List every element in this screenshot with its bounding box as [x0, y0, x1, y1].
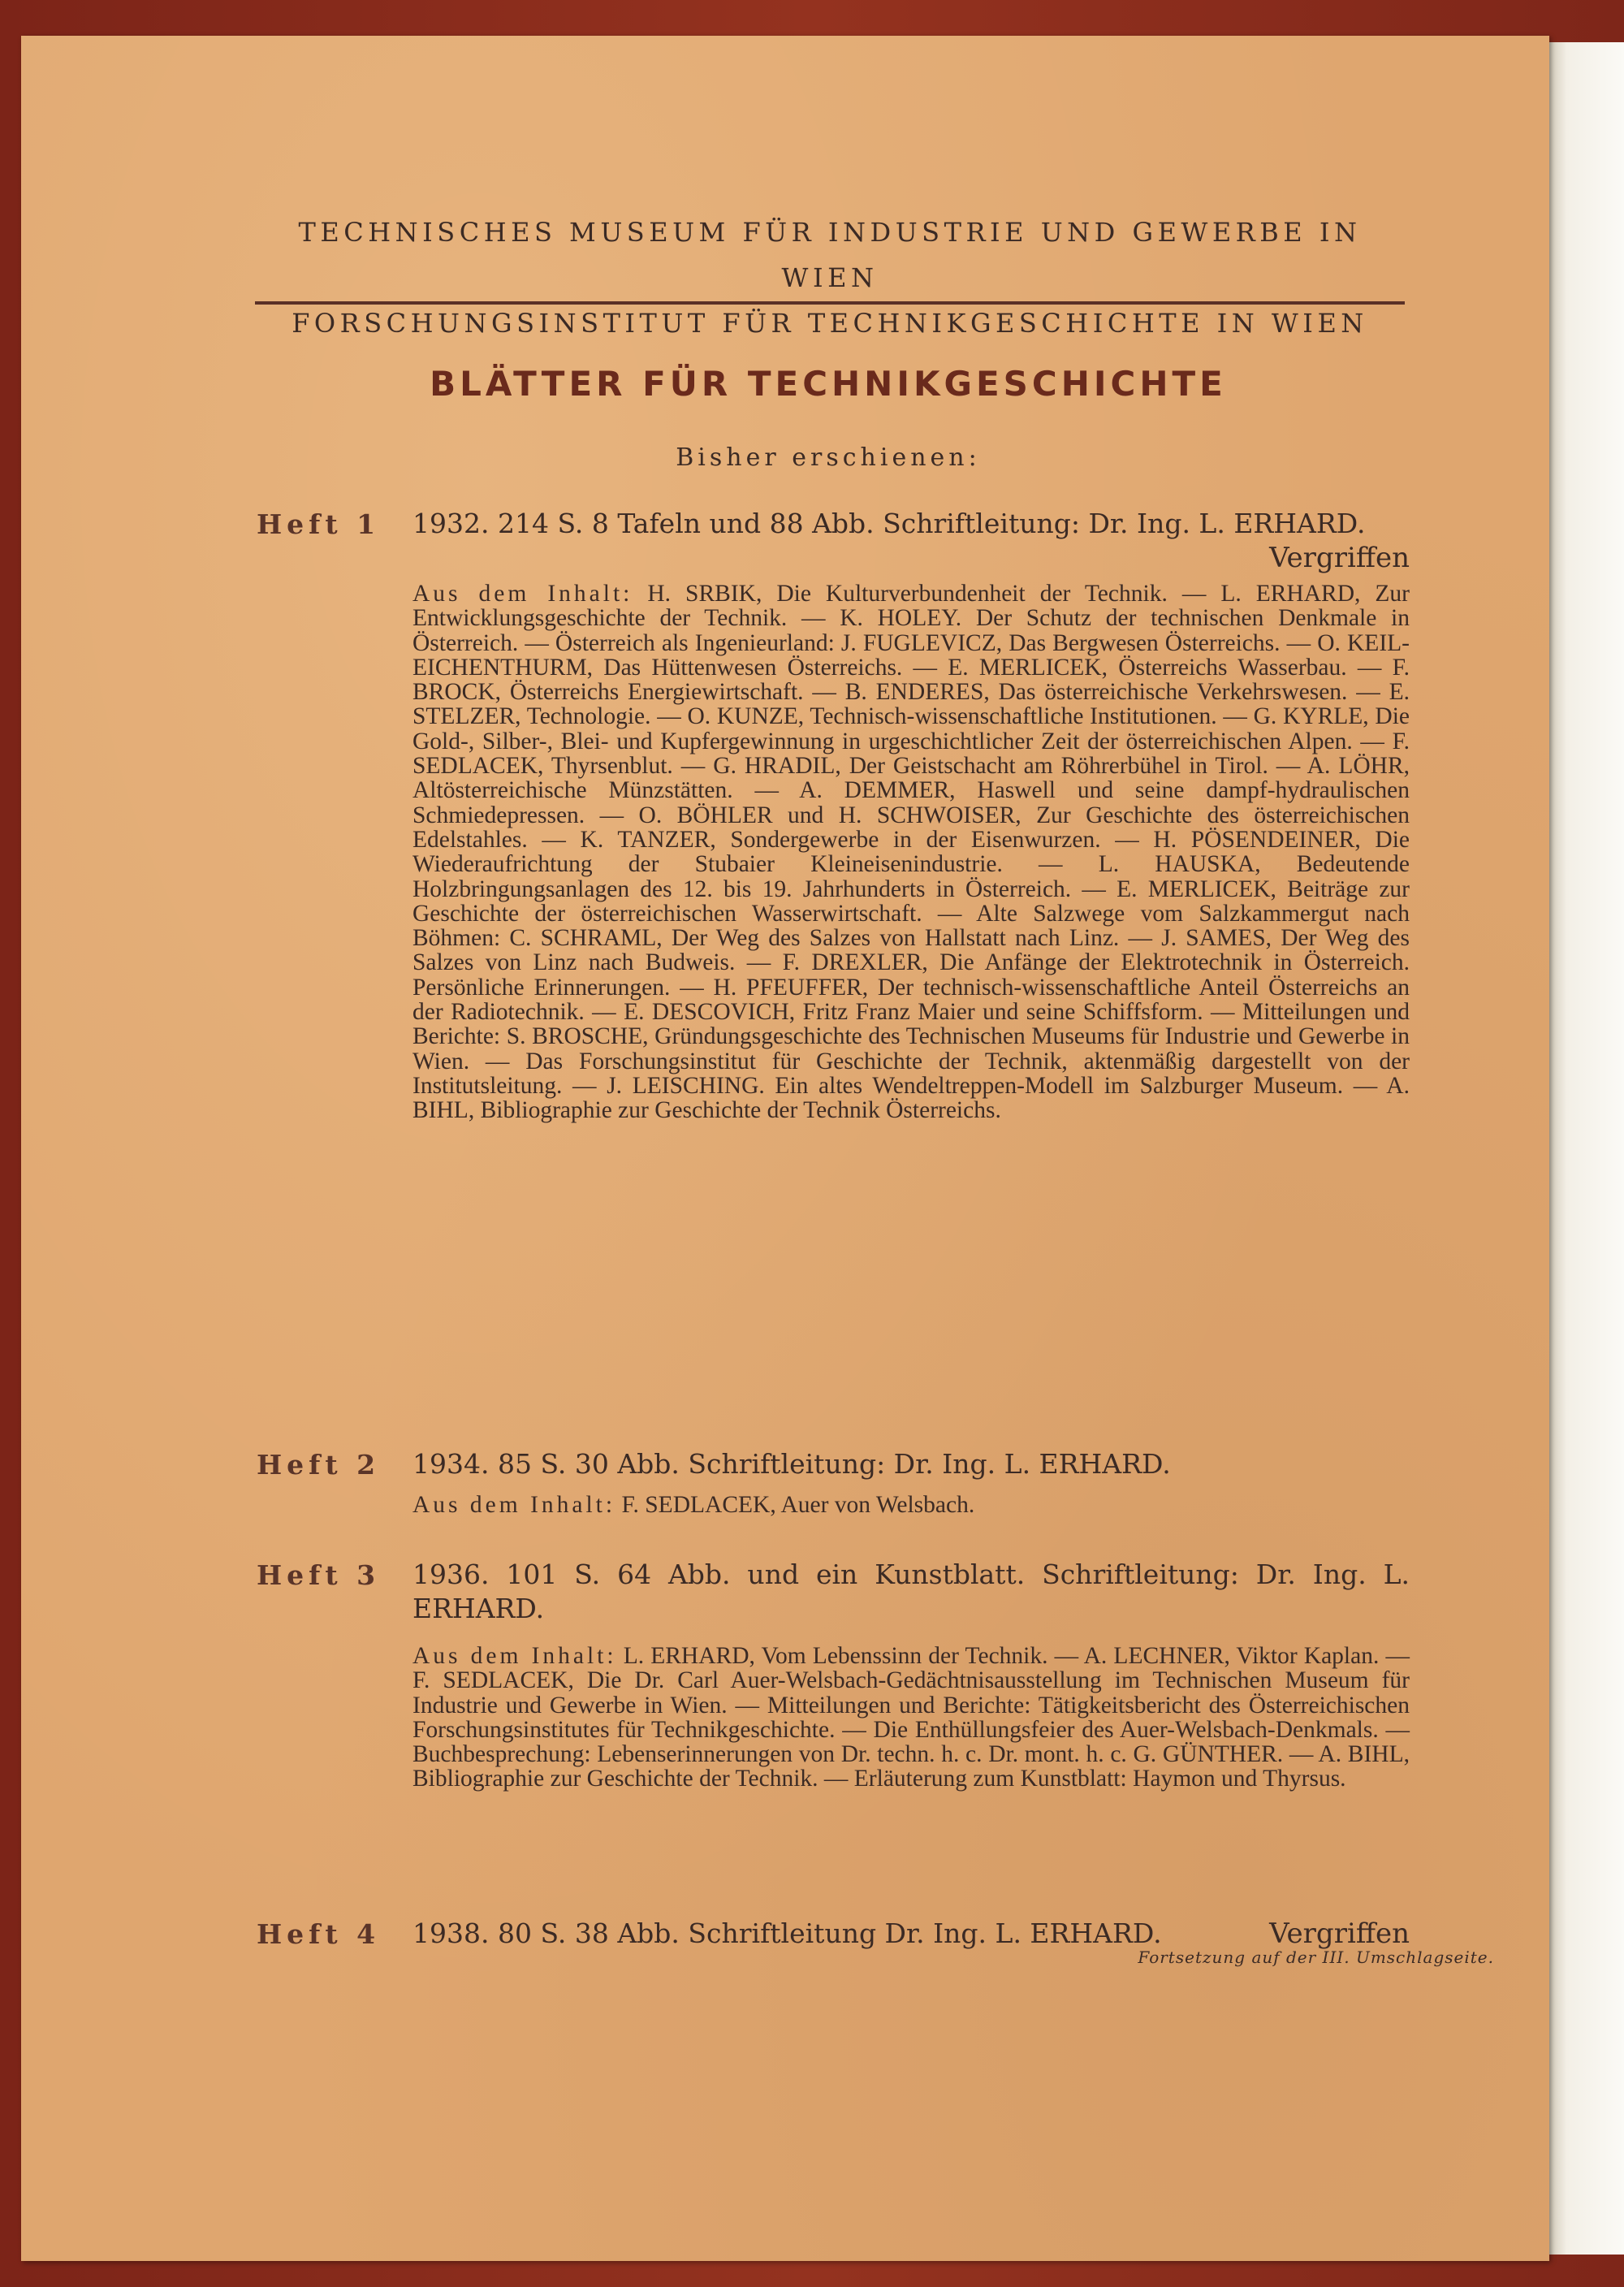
continuation-note: Fortsetzung auf der III. Umschlagseite.	[1138, 1948, 1494, 1967]
issue-status: Vergriffen	[1269, 542, 1410, 574]
issue-contents	[412, 581, 1410, 1123]
issue-heading-text: 1934. 85 S. 30 Abb. Schriftleitung: Dr. Ing. L. ERHARD.	[412, 1448, 1171, 1480]
issue-heading	[412, 1447, 1410, 1481]
institution-line-1: TECHNISCHES MUSEUM FÜR INDUSTRIE UND GEWERBE IN WIEN	[298, 217, 1362, 293]
issue-label: Heft 2	[257, 1449, 381, 1481]
issue-status: Vergriffen	[1269, 1917, 1410, 1950]
issue-heading-text: 1938. 80 S. 38 Abb. Schriftleitung Dr. Ing. L. ERHARD.	[412, 1917, 1162, 1949]
contents-label: Aus dem Inhalt:	[412, 1643, 617, 1669]
adjacent-page-edge	[1548, 42, 1624, 2255]
issue-heading	[412, 1917, 1410, 1951]
header-divider	[255, 301, 1405, 305]
contents-text: H. SRBIK, Die Kulturverbundenheit der Technik. — L. ERHARD, Zur Entwicklungsgeschichte der Technik. — K. HOLEY. Der Schutz der technischen Denkmale in Österreich. — Österreich als Ingenieurland: J. FUGLEVICZ, Das Bergwesen Österreichs. — O. KEIL-EICHENTHURM, Das Hüttenwesen Österreichs. — E. MERLICEK, Österreichs Wasserbau. — F. BROCK, Österreichs Energiewirtschaft. — B. ENDERES, Das österreichische Verkehrswesen. — E. STELZER, Technologie. — O. KUNZE, Technisch-wissenschaftliche Institutionen. — G. KYRLE, Die Gold-, Silber-, Blei- und Kupfergewinnung in urgeschichtlicher Zeit der österreichischen Alpen. — F. SEDLACEK, Thyrsenblut. — G. HRADIL, Der Geistschacht am Röhrerbühel in Tirol. — A. LÖHR, Altösterreichische Münzstätten. — A. DEMMER, Haswell und seine dampf-hydraulischen Schmiedepressen. — O. BÖHLER und H. SCHWOISER, Zur Geschichte des österreichischen Edelstahles. — K. TANZER, Sondergewerbe in der Eisenwurzen. — H. PÖSENDEINER, Die Wiederaufrichtung der Stubaier Kleineisenindustrie. — L. HAUSKA, Bedeutende Holzbringungsanlagen des 12. bis 19. Jahrhunderts in Österreich. — E. MERLICEK, Beiträge zur Geschichte der österreichischen Wasserwirtschaft. — Alte Salzwege vom Salzkammergut nach Böhmen: C. SCHRAML, Der Weg des Salzes von Hallstatt nach Linz. — J. SAMES, Der Weg des Salzes von Linz nach Budweis. — F. DREXLER, Die Anfänge der Elektrotechnik in Österreich. Persönliche Erinnerungen. — H. PFEUFFER, Der technisch-wissenschaftliche Anteil Österreichs an der Radiotechnik. — E. DESCOVICH, Fritz Franz Maier und seine Schiffsform. — Mitteilungen und Berichte: S. BROSCHE, Gründungsgeschichte des Technischen Museums für Industrie und Gewerbe in Wien. — Das Forschungsinstitut für Geschichte der Technik, aktenmäßig dargestellt von der Institutsleitung. — J. LEISCHING. Ein altes Wendeltreppen-Modell im Salzburger Museum. — A. BIHL, Bibliographie zur Geschichte der Technik Österreichs.	[412, 581, 1410, 1124]
issue-heading-text: 1932. 214 S. 8 Tafeln und 88 Abb. Schriftleitung: Dr. Ing. L. ERHARD.	[412, 508, 1366, 539]
issue-contents	[412, 1644, 1410, 1792]
page-subtitle: Bisher erschienen:	[676, 443, 981, 472]
issue-heading	[412, 1558, 1410, 1626]
contents-text: L. ERHARD, Vom Lebenssinn der Technik. — A. LECHNER, Viktor Kaplan. — F. SEDLACEK, Die Dr. Carl Auer-Welsbach-Gedächtnisausstellung im Technischen Museum für Industrie und Gewerbe in Wien. — Mitteilungen und Berichte: Tätigkeitsbericht des Österreichischen Forschungsinstitutes für Technikgeschichte. — Die Enthüllungsfeier des Auer-Welsbach-Denkmals. — Buchbesprechung: Lebenserinnerungen von Dr. techn. h. c. Dr. mont. h. c. G. GÜNTHER. — A. BIHL, Bibliographie zur Geschichte der Technik. — Erläuterung zum Kunstblatt: Haymon und Thyrsus.	[412, 1643, 1410, 1792]
issue-label: Heft 4	[257, 1918, 381, 1950]
issue-label: Heft 3	[257, 1559, 381, 1591]
page-title: BLÄTTER FÜR TECHNIKGESCHICHTE	[430, 364, 1227, 404]
contents-label: Aus dem Inhalt:	[412, 581, 633, 607]
contents-text: F. SEDLACEK, Auer von Welsbach.	[621, 1492, 975, 1518]
issue-contents	[412, 1493, 1410, 1517]
institution-line-2: FORSCHUNGSINSTITUT FÜR TECHNIKGESCHICHTE IN WIEN	[292, 308, 1368, 339]
institution-header	[253, 210, 1406, 346]
contents-label: Aus dem Inhalt:	[412, 1492, 616, 1518]
issue-label: Heft 1	[257, 508, 381, 540]
issue-heading	[412, 507, 1410, 575]
issue-heading-text: 1936. 101 S. 64 Abb. und ein Kunstblatt. Schriftleitung: Dr. Ing. L. ERHARD.	[412, 1559, 1410, 1624]
